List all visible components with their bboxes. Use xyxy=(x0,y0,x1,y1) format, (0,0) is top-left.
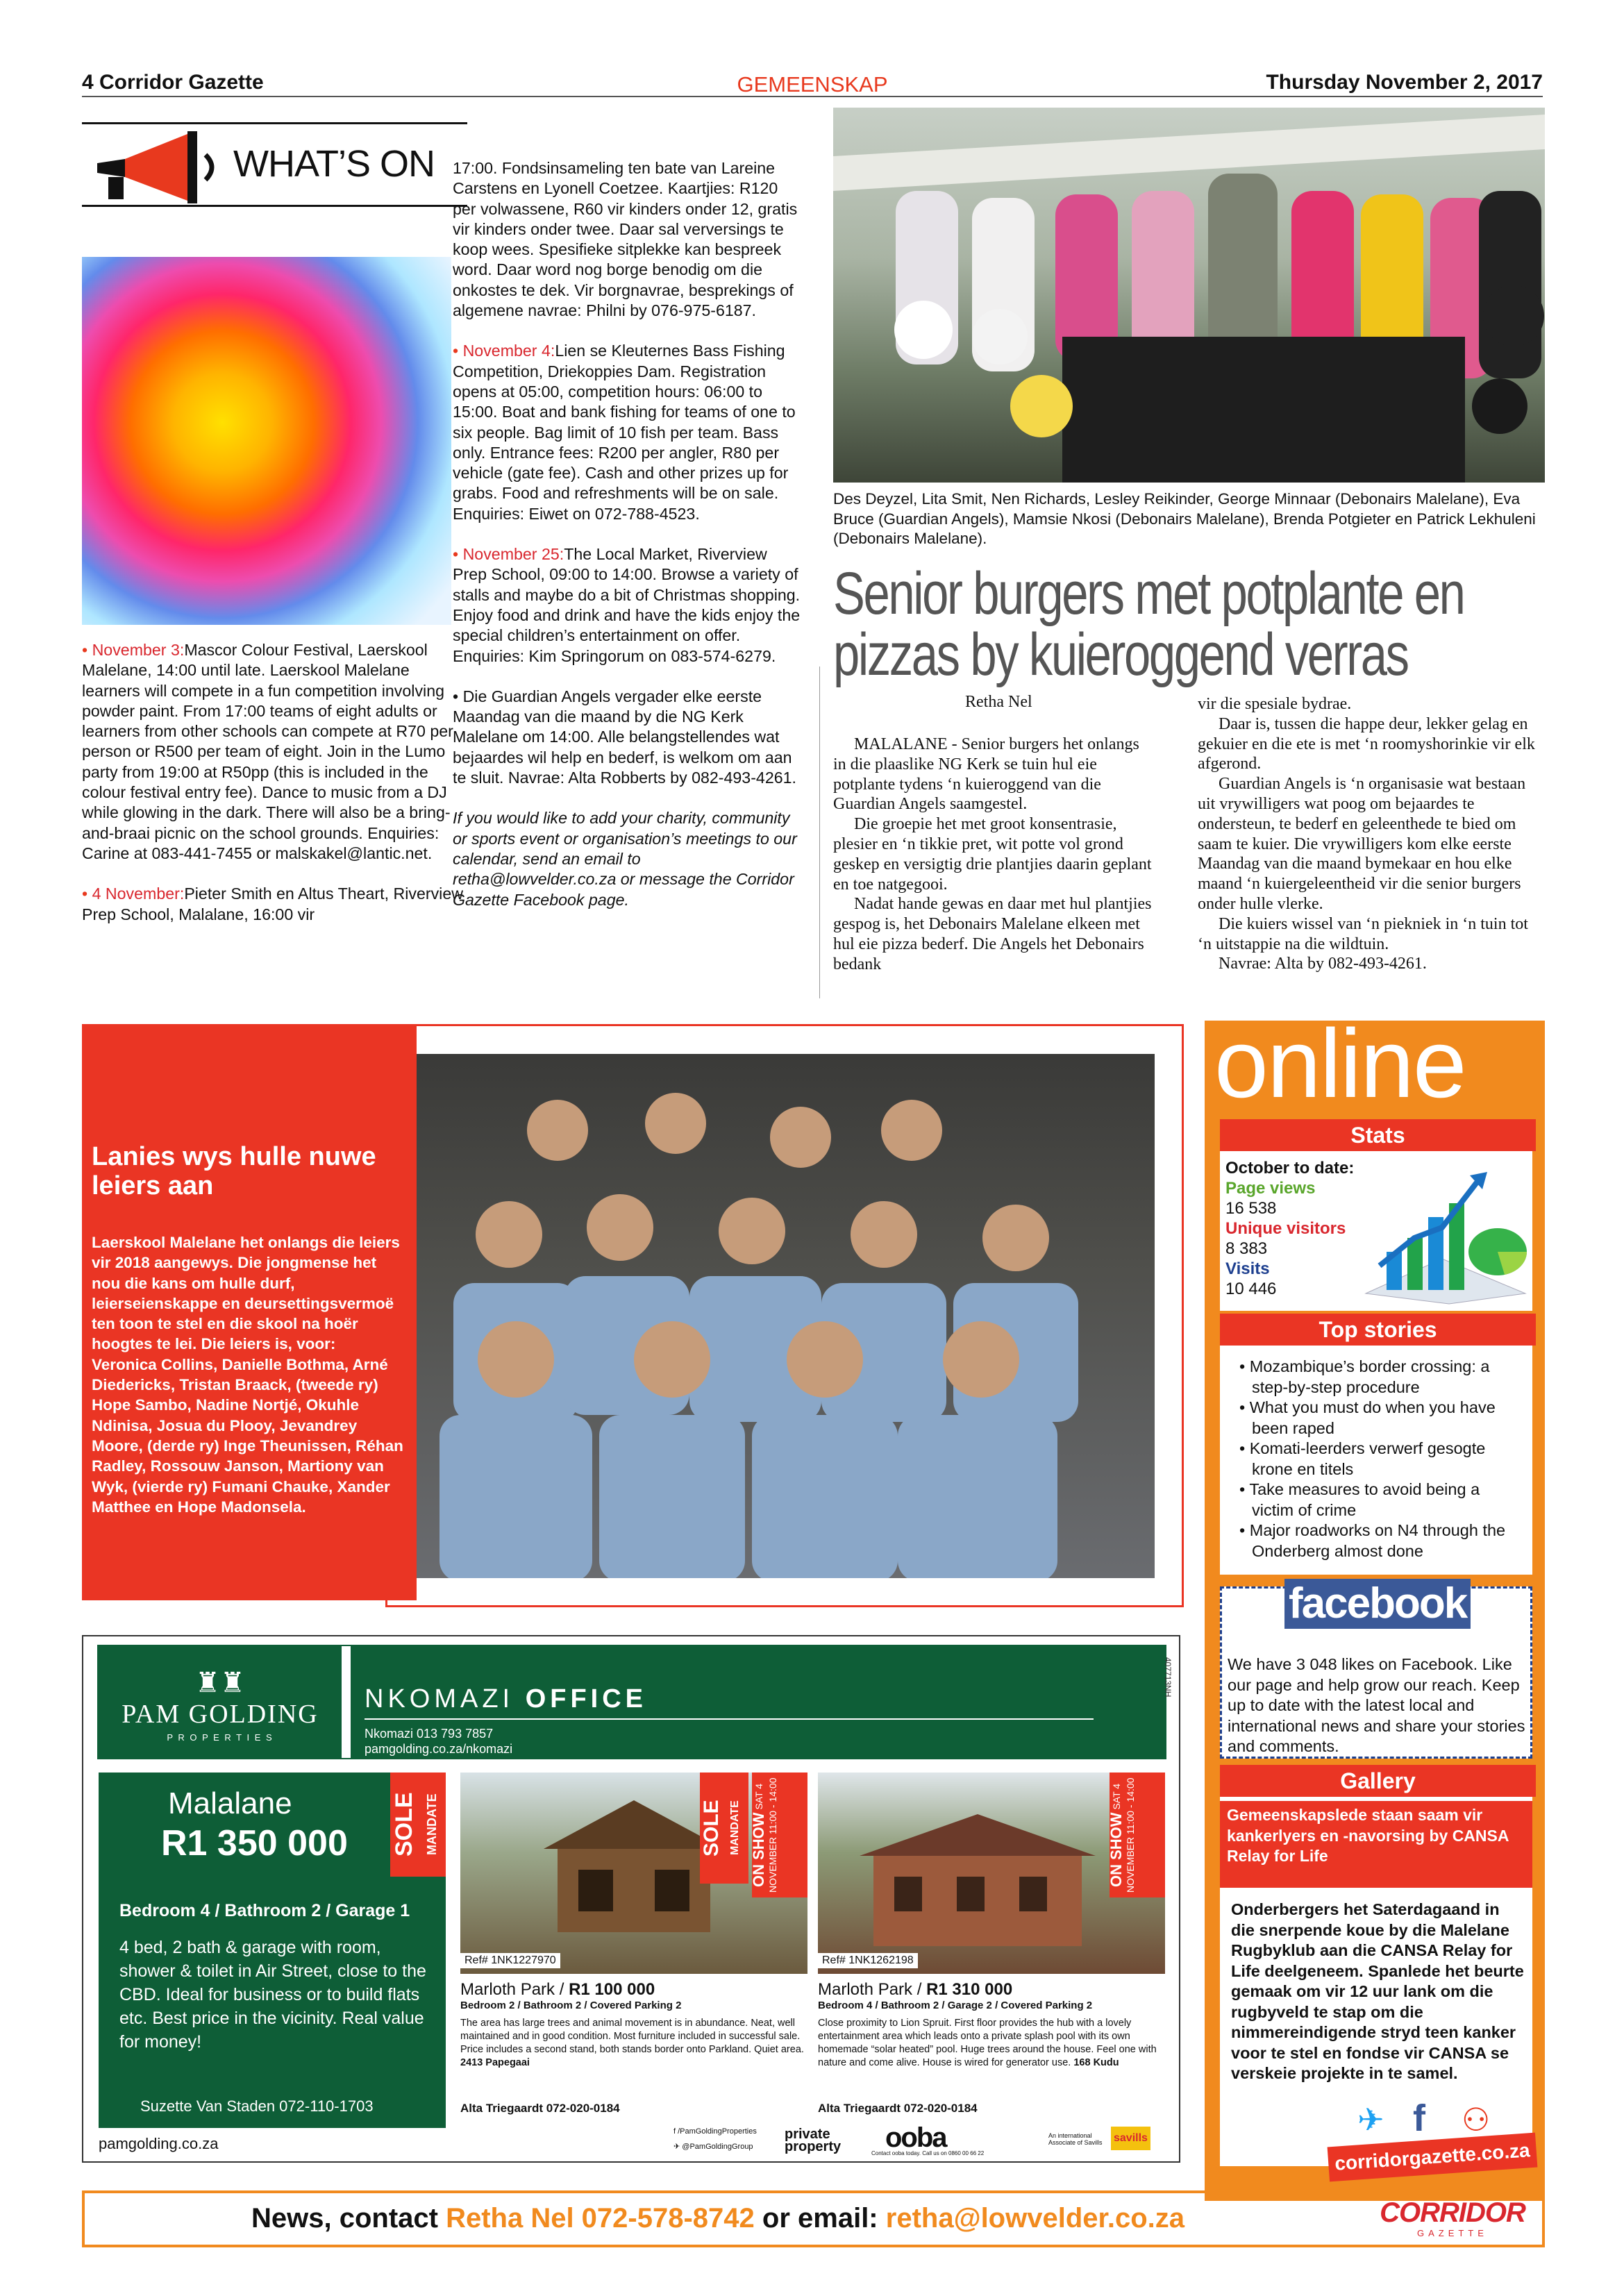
event-continued: 17:00. Fondsinsameling ten bate van Lareine Carstens en Lyonell Coetzee. Kaartjies: R120 per volwassene, R60 vir kinders onder 12, gratis vir kinders onder twee. Daar sal verversings te koop wees. Spesifieke sitplekke kan bespreek word. Daar word nog borge benodig om die onkostes te dek. Vir borgnavrae, besprekings of algemene navrae: Philni by 076-975-6187. xyxy=(453,159,798,320)
sole-mandate-badge: SOLE MANDATE xyxy=(390,1773,446,1877)
event-november-3: • November 3:Mascor Colour Festival, Laerskool Malelane, 14:00 until late. Laerskool Malelane learners will compete in a fun competition involving powder paint. From 17:00 teams of eight adults or learners from other schools can compete at R70 per person or R500 per team of eight. Join in the Lumo party from 19:00 at R50pp (this is included in the colour festival entry fee). Dance to music from a DJ while glowing in the dark. There will also be a bring-and-braai picnic on the school grounds. Enquiries: Carine at 083-441-7455 or malskakel@lantic.net. xyxy=(82,641,453,862)
top-stories-list xyxy=(1239,1357,1524,1561)
footer-contact: News, contact Retha Nel 072-578-8742 or email: retha@lowvelder.co.za xyxy=(251,2203,1185,2234)
listing-description: 4 bed, 2 bath & garage with room, shower & toilet in Air Street, close to the CBD. Ideal for business or to build flats etc. Best price in the vicinity. Real value for money! xyxy=(119,1938,426,2052)
corridor-gazette-logo: CORRIDOR GAZETTE xyxy=(1380,2197,1525,2238)
footer-email[interactable]: retha@lowvelder.co.za xyxy=(885,2203,1185,2234)
gallery-text: Onderbergers het Saterdagaand in die snerpende koue by die Malelane Rugbyklub aan die CANSA Relay for Life deelgeneem. Spanlede het beurte gemaak om vir 12 uur lank om die rugbyveld te stap om die nimmereindigende stryd teen kanker voor te stel en fondse vir CANSA se verskeie projekte in te samel. xyxy=(1231,1900,1524,2082)
colour-festival-image xyxy=(82,257,451,625)
office-banner xyxy=(351,1646,1165,1759)
listing-town: Malalane xyxy=(168,1786,292,1820)
page-number-label: 4 Corridor Gazette xyxy=(82,71,264,94)
property-1-details: Marloth Park / R1 100 000 Bedroom 2 / Bathroom 2 / Covered Parking 2 The area has large trees and animal movement is in abundance. Neat, well maintained and in good condition. Most furniture included in successful sale. Price includes a second stand, both stands border onto Parkland. Quiet area. 2413 Papegaai xyxy=(460,1980,804,2068)
megaphone-icon xyxy=(90,127,229,203)
property-2-agent: Alta Triegaardt 072-020-0184 xyxy=(818,2102,978,2115)
events-column-2 xyxy=(453,158,802,930)
house-icon: ♜♜ xyxy=(195,1668,245,1698)
listing-spec: Bedroom 4 / Bathroom 2 / Garage 1 xyxy=(119,1901,410,1920)
property-1-ref: Ref# 1NK1227970 xyxy=(460,1953,560,1968)
column-divider xyxy=(819,667,820,998)
facebook-panel xyxy=(1220,1579,1532,1759)
office-contact: Nkomazi 013 793 7857 pamgolding.co.za/nkomazi xyxy=(365,1727,513,1756)
property-2-details: Marloth Park / R1 310 000 Bedroom 4 / Bathroom 2 / Garage 2 / Covered Parking 2 Close proximity to Lion Spruit. First floor provides the hub with a lovely entertainment area which leads onto a private splash pool with its own homemade “solar heated” pool. Huge trees around the house. Feel one with nature and come alive. House is wired for generator use. 168 Kudu xyxy=(818,1980,1157,2068)
section-label: GEMEENSKAP xyxy=(737,72,888,97)
malalane-listing[interactable] xyxy=(99,1773,446,2128)
pam-golding-logo: ♜♜ PAM GOLDING P R O P E R T I E S xyxy=(99,1646,342,1759)
school-leaders-photo xyxy=(412,1054,1155,1578)
article-byline: Retha Nel xyxy=(965,693,1032,711)
property-2-photo[interactable] xyxy=(818,1773,1165,1974)
social-icons xyxy=(1357,2097,1531,2138)
facebook-text: We have 3 048 likes on Facebook. Like our page and help grow our reach. Keep up to date with the latest local and international news and share your stories and comments. xyxy=(1228,1655,1525,1755)
gallery-title[interactable]: Gemeenskapslede staan saam vir kankerlyers en -navorsing by CANSA Relay for Life xyxy=(1220,1801,1532,1888)
listing-agent: Suzette Van Staden 072-110-1703 xyxy=(140,2097,374,2115)
photo-illustration xyxy=(833,108,1545,483)
gallery-banner: Gallery xyxy=(1220,1765,1536,1797)
top-story-item[interactable]: • What you must do when you have been raped xyxy=(1239,1398,1496,1437)
event-4-november: • 4 November:Pieter Smith en Altus Theart, Riverview Prep School, Malalane, 16:00 vir xyxy=(82,885,463,923)
whats-on-title: WHAT’S ON xyxy=(233,143,435,185)
sole-mandate-badge-2: SOLE MANDATE xyxy=(700,1773,748,1884)
top-story-item[interactable]: • Mozambique’s border crossing: a step-by-step procedure xyxy=(1239,1357,1490,1396)
property-1-agent: Alta Triegaardt 072-020-0184 xyxy=(460,2102,620,2115)
article-column-2: vir die spesiale bydrae. Daar is, tussen die happe deur, lekker gelag en gekuier en die ete is met ‘n roomyshorinkie vir elk afgerond. Guardian Angels is ‘n organisasie wat bestaan uit vrywilligers wat poog om bejaardes te ondersteun, te bederf en geleenthede te bied om saam te kuier. Die vrywilligers kom elke eerste Maandag van die maand bymekaar en hou elke maand ‘n kuiergeleentheid vir die senior burgers onder hulle vlerke. Die kuiers wissel van ‘n piekniek in ‘n tuin tot ‘n uitstappie na die wildtuin. Navrae: Alta by 082-493-4261. xyxy=(1198,695,1535,973)
article-headline-line-2: pizzas by kuieroggend verras xyxy=(833,621,1408,688)
lanies-story-box xyxy=(82,1024,417,1600)
pam-golding-site[interactable]: pamgolding.co.za xyxy=(99,2135,219,2152)
online-sidebar xyxy=(1205,1009,1545,2201)
stats-banner: Stats xyxy=(1220,1119,1536,1151)
savills-logo: savills xyxy=(1111,2127,1150,2150)
ad-code: 407713NH xyxy=(1163,1657,1173,1698)
lanies-title: Lanies wys hulle nuwe leiers aan xyxy=(92,1142,376,1200)
property-1-photo[interactable] xyxy=(460,1773,807,1974)
property-2-ref: Ref# 1NK1262198 xyxy=(818,1953,918,1968)
page-footer xyxy=(82,2190,1545,2247)
masthead xyxy=(82,69,1543,97)
twitter-small-icon: ✈ xyxy=(673,2143,683,2151)
article-headline-line-1: Senior burgers met potplante en xyxy=(833,560,1464,627)
calendar-note: If you would like to add your charity, community or sports event or organisation’s meetings to our calendar, send an email to retha@lowvelder.co.za or message the Corridor Gazette Facebook page. xyxy=(453,809,797,909)
top-story-item[interactable]: • Komati-leerders verwerf gesogte krone en titels xyxy=(1239,1439,1486,1478)
facebook-small-icon: f xyxy=(673,2127,678,2136)
on-show-badge-1: ON SHOW SAT 4 NOVEMBER 11:00 - 14:00 xyxy=(752,1773,807,1897)
article-column-1: MALALANE - Senior burgers het onlangs in die plaaslike NG Kerk se tuin hul eie potplante tydens ‘n kuieroggend van die Guardian Angels saamgestel. Die groepie het met groot konsentrasie, plesier en ‘n tikkie pret, wit potte vol grond geskep en versigtig drie plantjies daarin geplant en toe natgegooi. Nadat hande gewas en daar met hul plantjies gespog is, het Debonairs Malelane elkeen met hul eie pizza bederf. Die Angels het Debonairs bedank xyxy=(833,735,1152,973)
ad-footer-logos: f /PamGoldingProperties ✈ @PamGoldingGroup private property ooba Contact ooba today. Call us on 0860 00 66 22 An international Associate of Savills savills xyxy=(673,2122,1160,2161)
stats-panel xyxy=(1220,1123,1532,1311)
stats-list: October to date: Page views 16 538 Unique visitors 8 383 Visits 10 446 xyxy=(1225,1159,1355,1298)
facebook-logo[interactable]: facebook xyxy=(1284,1579,1471,1629)
guardian-angels-photo xyxy=(833,108,1545,483)
share-icon[interactable]: ⚇ xyxy=(1462,2102,1491,2138)
facebook-icon[interactable]: f xyxy=(1413,2097,1425,2139)
top-stories-panel xyxy=(1220,1318,1532,1575)
ooba-logo: ooba xyxy=(885,2122,946,2153)
twitter-icon[interactable]: ✈ xyxy=(1357,2102,1384,2138)
issue-date: Thursday November 2, 2017 xyxy=(1266,71,1543,94)
photo-caption: Des Deyzel, Lita Smit, Nen Richards, Lesley Reikinder, George Minnaar (Debonairs Malelane), Eva Bruce (Guardian Angels), Mamsie Nkosi (Debonairs Malelane), Brenda Potgieter en Patrick Lekhuleni (Debonairs Malelane). xyxy=(833,490,1536,547)
top-story-item[interactable]: • Take measures to avoid being a victim of crime xyxy=(1239,1480,1480,1519)
whats-on-header xyxy=(82,122,467,207)
lanies-body: Laerskool Malelane het onlangs die leiers vir 2018 aangewys. Die jongmense het nou die kans om hulle durf, leierseienskappe en deursettingsvermoë ten toon te stel en die skool na hoër hoogtes te lei. Die leiers is, voor: Veronica Collins, Danielle Bothma, Arné Diedericks, Tristan Braack, (tweede ry) Hope Sambo, Nadine Nortjé, Okuhle Ndinisa, Josua du Plooy, Jevandrey Moore, (derde ry) Inge Theunissen, Réhan Radley, Rossouw Janson, Martiony van Wyk, (vierde ry) Fumani Chauke, Xander Matthee en Hope Madonsela. xyxy=(92,1234,403,1516)
event-guardian-angels: • Die Guardian Angels vergader elke eerste Maandag van die maand by die NG Kerk Malelane om 14:00. Alle belangstellendes wat bejaardes wil help en bederf, is welkom om aan te sluit. Navrae: Alta Robberts by 082-493-4261. xyxy=(453,687,796,787)
pam-golding-ad xyxy=(82,1635,1180,2163)
online-title: online xyxy=(1214,1009,1466,1118)
on-show-badge-2: ON SHOW SAT 4 NOVEMBER 11:00 - 14:00 xyxy=(1110,1773,1165,1897)
website-link[interactable]: corridorgazette.co.za xyxy=(1328,2133,1538,2182)
event-november-25: • November 25:The Local Market, Riverview Prep School, 09:00 to 14:00. Browse a variety of stalls and maybe do a bit of Christmas shopping. Enjoy food and drink and have the kids enjoy the special children’s entertainment on offer. Enquiries: Kim Springorum on 083-574-6279. xyxy=(453,545,801,665)
private-property-logo: private property xyxy=(785,2127,842,2154)
listing-price: R1 350 000 xyxy=(161,1823,348,1863)
stats-chart-icon xyxy=(1359,1162,1529,1307)
school-photo-frame xyxy=(385,1024,1184,1607)
event-november-4: • November 4:Lien se Kleuternes Bass Fishing Competition, Driekoppies Dam. Registration opens at 05:00, competition hours: 06:00 to 15:00. Boat and bank fishing for teams of one to six people. Bag limit of 10 fish per team. Bass only. Entrance fees: R200 per angler, R80 per vehicle (gate fee). Cash and other prizes up for grabs. Food and refreshments will be on sale. Enquiries: Eiwet on 072-788-4523. xyxy=(453,342,796,523)
top-story-item[interactable]: • Major roadworks on N4 through the Onderberg almost done xyxy=(1239,1521,1506,1560)
top-stories-banner: Top stories xyxy=(1220,1314,1536,1346)
events-column-1 xyxy=(82,640,467,945)
office-title: NKOMAZI OFFICE xyxy=(365,1684,648,1713)
